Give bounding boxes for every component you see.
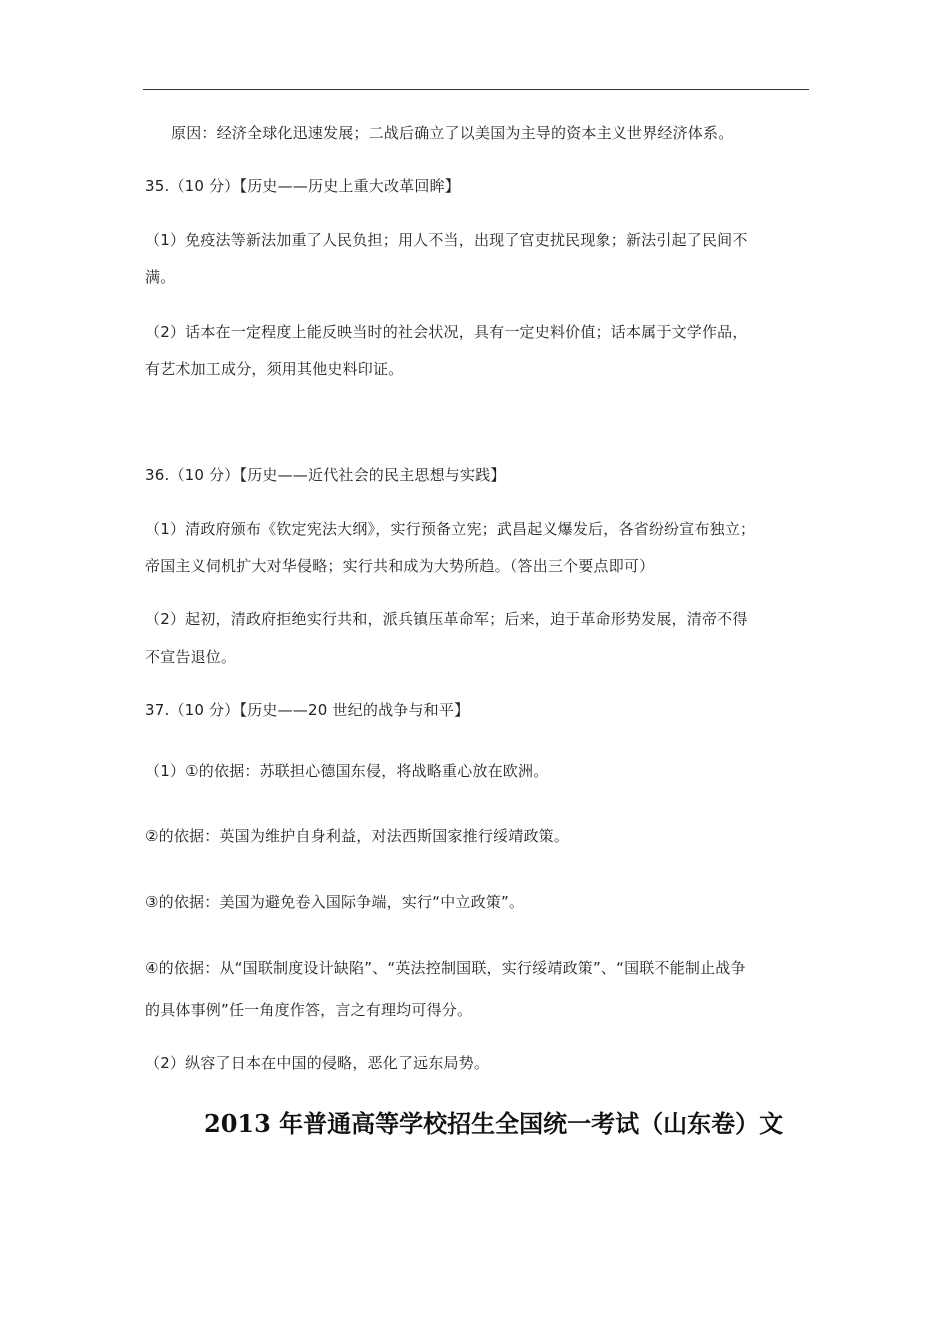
question-37-heading: 37.（10 分）【历史——20 世纪的战争与和平】 <box>145 701 470 719</box>
answer-37-1-basis-2: ②的依据：英国为维护自身利益，对法西斯国家推行绥靖政策。 <box>145 827 570 845</box>
answer-37-1-basis-4-line-2: 的具体事例”任一角度作答，言之有理均可得分。 <box>145 1001 473 1019</box>
answer-37-1-basis-4-line-1: ④的依据：从“国联制度设计缺陷”、“英法控制国联，实行绥靖政策”、“国联不能制止战争 <box>145 959 746 977</box>
answer-37-1-basis-3: ③的依据：美国为避免卷入国际争端，实行“中立政策”。 <box>145 893 525 911</box>
header-rule <box>143 89 809 90</box>
exam-title: 2013 年普通高等学校招生全国统一考试（山东卷）文 <box>204 1109 784 1138</box>
answer-36-2-line-1: （2）起初，清政府拒绝实行共和，派兵镇压革命军；后来，迫于革命形势发展，清帝不得 <box>145 610 748 628</box>
answer-35-1-line-1: （1）免疫法等新法加重了人民负担；用人不当，出现了官吏扰民现象；新法引起了民间不 <box>145 231 748 249</box>
answer-35-1-line-2: 满。 <box>145 268 176 286</box>
answer-37-2-line: （2）纵容了日本在中国的侵略，恶化了远东局势。 <box>145 1054 490 1072</box>
answer-35-2-line-1: （2）话本在一定程度上能反映当时的社会状况，具有一定史料价值；话本属于文学作品， <box>145 323 748 341</box>
question-35-heading: 35.（10 分）【历史——历史上重大改革回眸】 <box>145 177 461 195</box>
answer-line-reason: 原因：经济全球化迅速发展；二战后确立了以美国为主导的资本主义世界经济体系。 <box>171 124 734 142</box>
answer-36-1-line-1: （1）清政府颁布《钦定宪法大纲》，实行预备立宪；武昌起义爆发后，各省纷纷宣布独立； <box>145 520 756 538</box>
answer-35-2-line-2: 有艺术加工成分，须用其他史料印证。 <box>145 360 404 378</box>
answer-36-2-line-2: 不宣告退位。 <box>145 648 237 666</box>
question-36-heading: 36.（10 分）【历史——近代社会的民主思想与实践】 <box>145 466 506 484</box>
answer-37-1-basis-1: （1）①的依据：苏联担心德国东侵，将战略重心放在欧洲。 <box>145 762 549 780</box>
answer-36-1-line-2: 帝国主义伺机扩大对华侵略；实行共和成为大势所趋。（答出三个要点即可） <box>145 557 655 575</box>
